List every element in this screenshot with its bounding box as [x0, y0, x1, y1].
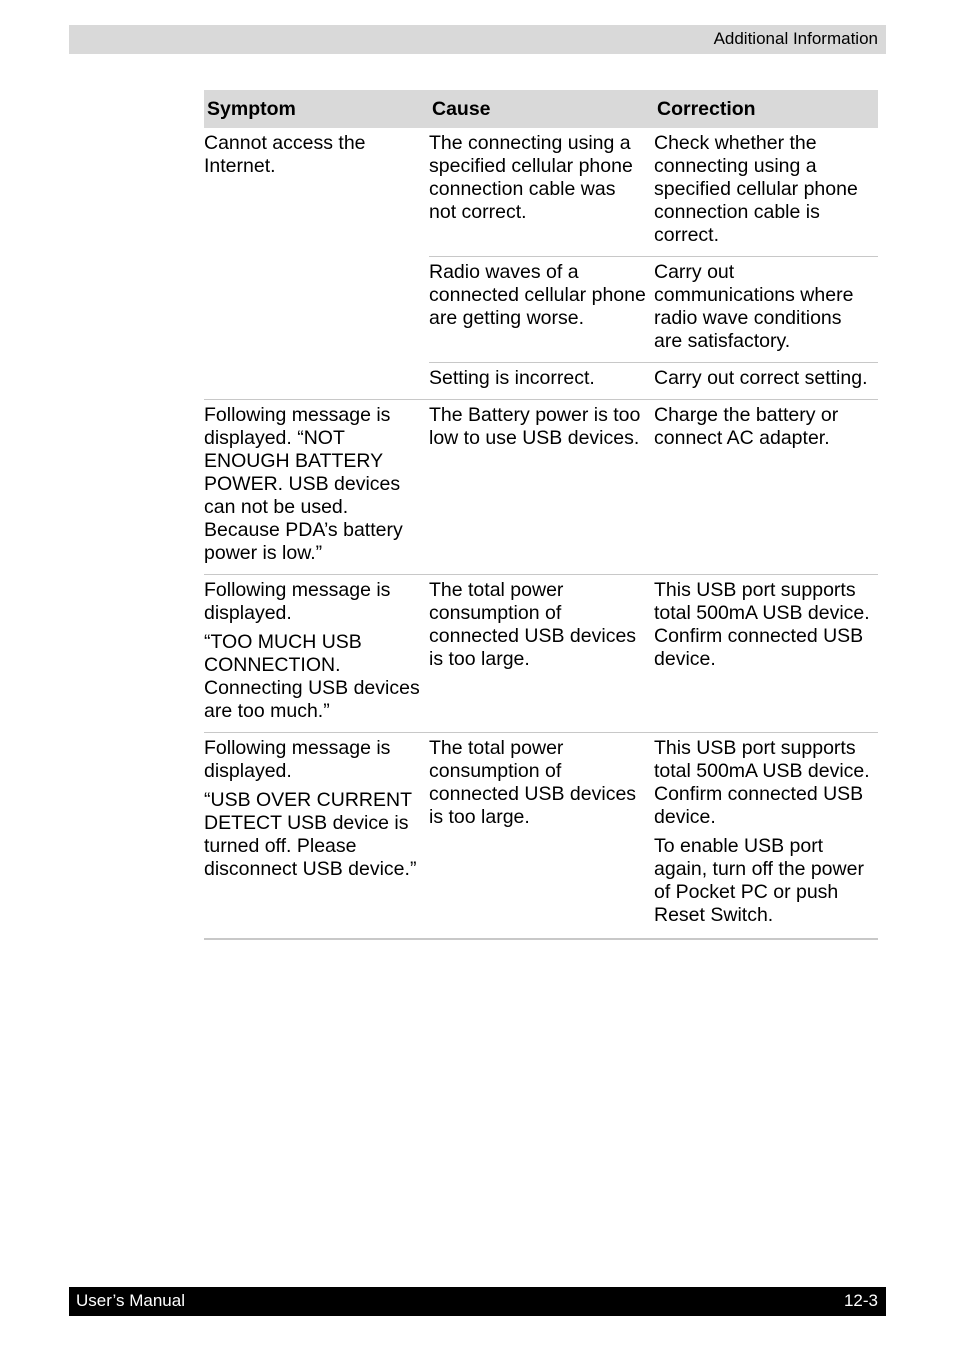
symptom-cell: Cannot access the Internet. — [204, 128, 429, 400]
page-footer — [69, 1287, 886, 1316]
table-row — [204, 128, 878, 257]
table-row — [204, 575, 878, 733]
column-header-correction: Correction — [654, 90, 878, 128]
cause-cell: The connecting using a specified cellular phone connection cable was not correct. — [429, 128, 654, 257]
symptom-paragraph: Following message is displayed. — [204, 737, 391, 782]
section-title: Additional Information — [713, 29, 878, 48]
page-header — [69, 25, 886, 54]
correction-cell: Charge the battery or connect AC adapter. — [654, 400, 878, 575]
troubleshooting-table — [204, 90, 878, 940]
table-header-row — [204, 90, 878, 128]
cause-cell: The Battery power is too low to use USB devices. — [429, 400, 654, 575]
cause-cell: Setting is incorrect. — [429, 363, 654, 400]
cause-cell: Radio waves of a connected cellular phone are getting worse. — [429, 257, 654, 363]
table-row — [204, 400, 878, 575]
cause-cell: The total power consumption of connected USB devices is too large. — [429, 733, 654, 940]
page-number: 12-3 — [843, 1291, 878, 1310]
symptom-paragraph: Following message is displayed. — [204, 579, 391, 624]
column-header-cause: Cause — [429, 90, 654, 128]
correction-cell: Check whether the connecting using a specified cellular phone connection cable is correct. — [654, 128, 878, 257]
table-row — [204, 733, 878, 940]
symptom-paragraph: “TOO MUCH USB CONNECTION. Connecting USB devices are too much.” — [204, 631, 420, 722]
correction-cell: This USB port supports total 500mA USB device. Confirm connected USB device. — [654, 575, 878, 733]
correction-cell: Carry out communications where radio wave conditions are satisfactory. — [654, 257, 878, 363]
correction-paragraph: To enable USB port again, turn off the power of Pocket PC or push Reset Switch. — [654, 835, 864, 926]
correction-cell: Carry out correct setting. — [654, 363, 878, 400]
symptom-cell: Following message is displayed. “NOT ENOUGH BATTERY POWER. USB devices can not be used. Because PDA’s battery power is low.” — [204, 400, 429, 575]
manual-title: User’s Manual — [76, 1291, 185, 1310]
correction-paragraph: This USB port supports total 500mA USB device. Confirm connected USB device. — [654, 737, 870, 828]
correction-cell — [654, 733, 878, 940]
symptom-cell — [204, 733, 429, 940]
symptom-cell — [204, 575, 429, 733]
column-header-symptom: Symptom — [204, 90, 429, 128]
symptom-paragraph: “USB OVER CURRENT DETECT USB device is turned off. Please disconnect USB device.” — [204, 789, 417, 880]
cause-cell: The total power consumption of connected USB devices is too large. — [429, 575, 654, 733]
